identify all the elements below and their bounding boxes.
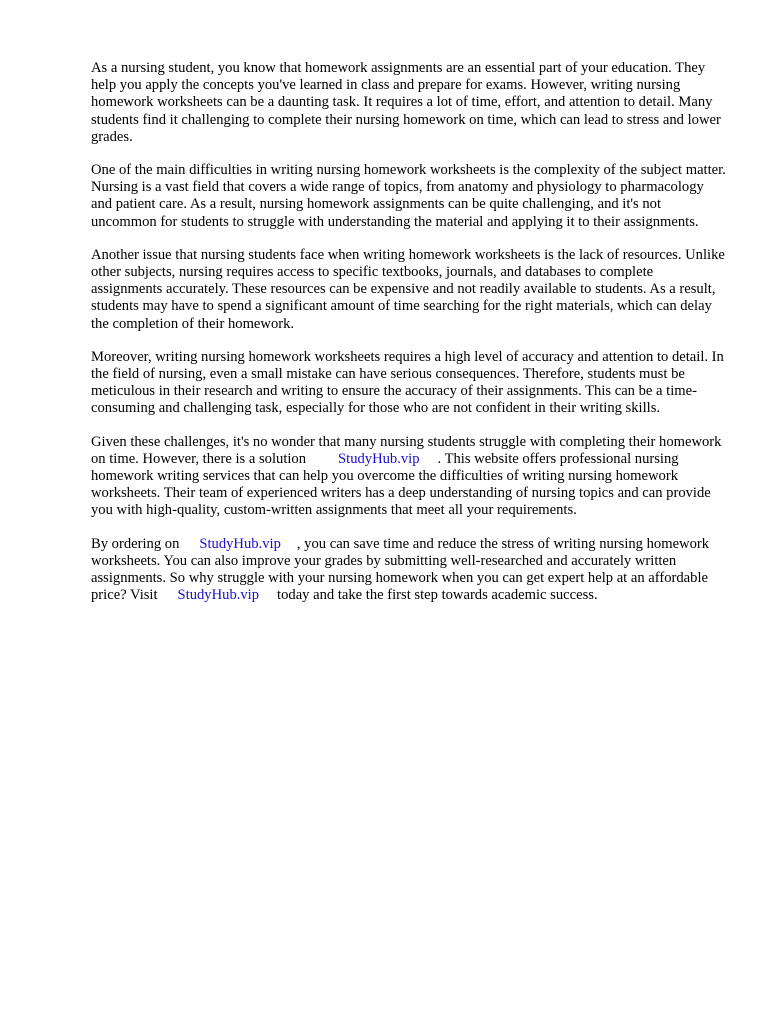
document-body xyxy=(91,60,727,620)
paragraph-ordering-text-1: By ordering on xyxy=(91,535,180,552)
paragraph-intro: As a nursing student, you know that homework assignments are an essential part of your education. They help you apply the concepts you've learned in class and prepare for exams. However, writing nursing homework worksheets can be a daunting task. It requires a lot of time, effort, and attention to detail. Many students find it challenging to complete their nursing homework on time, which can lead to stress and lower grades. xyxy=(91,60,721,145)
paragraph-resources: Another issue that nursing students face when writing homework worksheets is the lack of resources. Unlike other subjects, nursing requires access to specific textbooks, journals, and databases to complete assignments accurately. These resources can be expensive and not readily available to students. As a result, students may have to spend a significant amount of time searching for the right materials, which can delay the completion of their homework. xyxy=(91,246,725,332)
studyhub-link[interactable]: StudyHub.vip xyxy=(338,450,420,467)
studyhub-link[interactable]: StudyHub.vip xyxy=(177,587,260,604)
paragraph-solution xyxy=(91,434,727,520)
paragraph-accuracy: Moreover, writing nursing homework worksheets requires a high level of accuracy and attention to detail. In the field of nursing, even a small mistake can have serious consequences. Therefore, students must be meticulous in their research and writing to ensure the accuracy of their assignments. This can be a time-consuming and challenging task, especially for those who are not confident in their writing skills. xyxy=(91,348,724,417)
paragraph-ordering-text-2: , you can save time and reduce the stress of writing nursing homework worksheets. You can also improve your grades by submitting well-researched and accurately written assignments. So why struggle with your nursing homework when you can get expert help at an affordable price? Visit xyxy=(91,535,710,604)
studyhub-link[interactable]: StudyHub.vip xyxy=(199,535,281,552)
paragraph-ordering xyxy=(91,536,727,605)
paragraph-solution-text-after: . This website offers professional nursing homework writing services that can help you overcome the difficulties of writing nursing homework worksheets. Their team of experienced writers has a deep understanding of nursing topics and can provide you with high-quality, custom-written assignments that meet all your requirements. xyxy=(91,450,711,519)
paragraph-difficulties: One of the main difficulties in writing nursing homework worksheets is the complexity of the subject matter. Nursing is a vast field that covers a wide range of topics, from anatomy and physiology to pharmacology and patient care. As a result, nursing homework assignments can be quite challenging, and it's not uncommon for students to struggle with understanding the material and applying it to their assignments. xyxy=(91,162,726,230)
paragraph-solution-text-before: Given these challenges, it's no wonder that many nursing students struggle with completing their homework on time. However, there is a solution xyxy=(91,433,722,467)
paragraph-ordering-text-3: today and take the first step towards academic success. xyxy=(277,587,598,604)
